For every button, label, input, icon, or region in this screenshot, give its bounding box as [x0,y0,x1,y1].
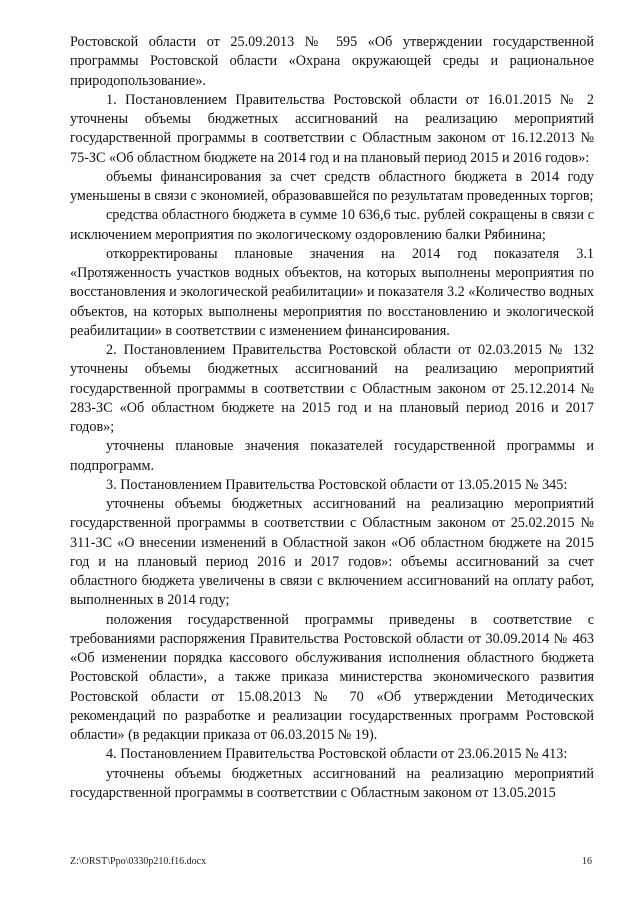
paragraph-continuation: Ростовской области от 25.09.2013 № 595 «Об утверждении государственной программы Ростовской области «Охрана окружающей среды и рациональное природопользование». [70,34,594,89]
paragraph-budget-funds: средства областного бюджета в сумме 10 636,6 тыс. рублей сокращены в связи с исключением мероприятия по экологическому оздоровлению балки Рябинина; [70,207,594,243]
paragraph-item-3: 3. Постановлением Правительства Ростовской области от 13.05.2015 № 345: [106,476,568,493]
paragraph-program-provisions: положения государственной программы приведены в соответствие с требованиями распоряжения Правительства Ростовской области от 30.09.2014 № 463 «Об изменении порядка кассового обслуживания исполнения областного бюджета Ростовской области», а также приказа министерства экономического развития Ростовской области от 15.08.2013 № 70 «Об утверждении Методических рекомендаций по разработке и реализации государственных программ Ростовской области» (в редакции приказа от 06.03.2015 № 19). [70,611,594,743]
paragraph-item-1: 1. Постановлением Правительства Ростовской области от 16.01.2015 № 2 уточнены объемы бюджетных ассигнований на реализацию мероприятий государственной программы в соответствии с Областным законом от 16.12.2013 № 75-ЗС «Об областном бюджете на 2014 год и на плановый период 2015 и 2016 годов»: [70,91,594,166]
paragraph-item-2: 2. Постановлением Правительства Ростовской области от 02.03.2015 № 132 уточнены объемы бюджетных ассигнований на реализацию мероприятий государственной программы в соответствии с Областным законом от 25.12.2014 № 283-ЗС «Об областном бюджете на 2015 год и на плановый период 2016 и 2017 годов»; [70,342,594,435]
paragraph-planned-values: уточнены плановые значения показателей государственной программы и подпрограмм. [70,438,594,474]
paragraph-indicators: откорректированы плановые значения на 2014 год показателя 3.1 «Протяженность участков водных объектов, на которых выполнены мероприятия по восстановления и экологической реабилитации» и показателя 3.2 «Количество водных объектов, на которых выполнены мероприятия по восстановлению и экологической реабилитации» в соответствии с изменением финансирования. [70,245,594,339]
page-number: 16 [582,856,592,867]
paragraph-financing: объемы финансирования за счет средств областного бюджета в 2014 году уменьшены в связи с экономией, образовавшейся по результатам проведенных торгов; [70,168,594,204]
document-body [70,33,594,803]
paragraph-item-4: 4. Постановлением Правительства Ростовской области от 23.06.2015 № 413: [106,746,568,763]
paragraph-allocations: уточнены объемы бюджетных ассигнований на реализацию мероприятий государственной программы в соответствии с Областным законом от 25.02.2015 № 311-ЗС «О внесении изменений в Областной закон «Об областном бюджете на 2015 год и на плановый период 2016 и 2017 годов»: объемы ассигнований за счет областного бюджета увеличены в связи с включением ассигнований на оплату работ, выполненных в 2014 году; [70,496,594,609]
paragraph-allocations-2: уточнены объемы бюджетных ассигнований на реализацию мероприятий государственной программы в соответствии с Областным законом от 13.05.2015 [70,765,594,801]
file-path: Z:\ORST\Ppo\0330p210.f16.docx [70,856,207,867]
